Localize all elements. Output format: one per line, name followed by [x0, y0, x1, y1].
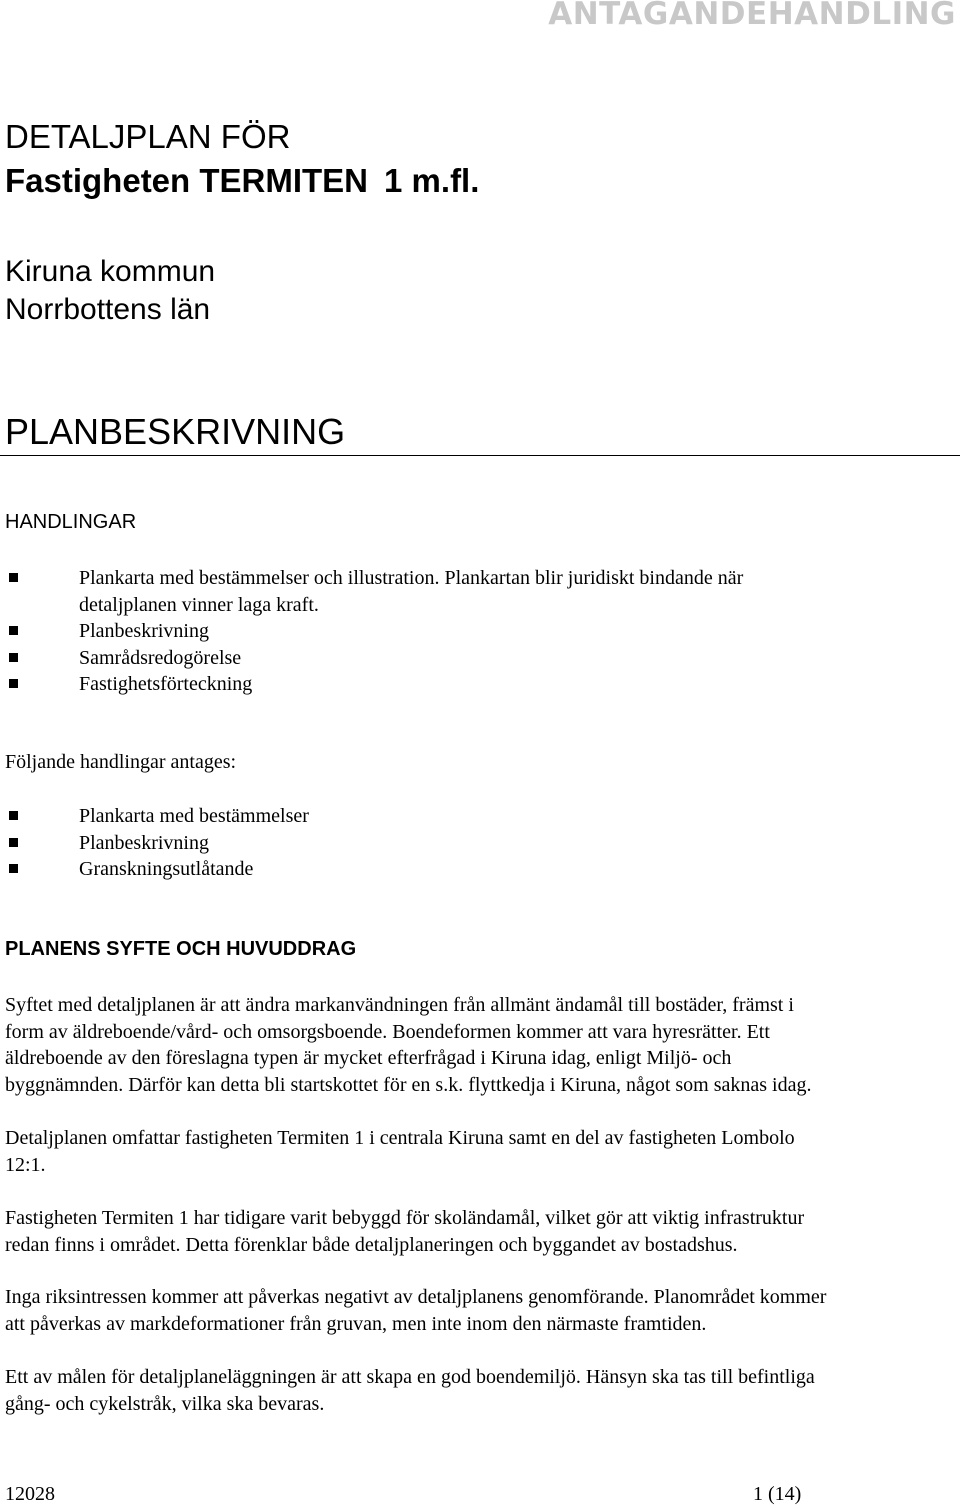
county: Norrbottens län	[5, 293, 211, 326]
list-item	[0, 565, 960, 618]
paragraph-line: byggnämnden. Därför kan detta bli startskottet för en s.k. flyttkedja i Kiruna, något som saknas idag.	[5, 1073, 812, 1096]
paragraph-line: Detaljplanen omfattar fastigheten Termiten 1 i centrala Kiruna samt en del av fastigheten Lombolo	[5, 1127, 795, 1149]
handlingar-list	[0, 565, 960, 698]
list-item	[0, 645, 960, 672]
bullet-icon	[9, 811, 18, 820]
document-title: PLANBESKRIVNING	[5, 411, 346, 452]
footer-plan-number: 12028	[5, 1483, 55, 1505]
paragraph-line: Inga riksintressen kommer att påverkas negativt av detaljplanens genomförande. Planområdet kommer	[5, 1286, 827, 1308]
paragraph-line: 12:1.	[5, 1153, 46, 1176]
list-item-line: Samrådsredogörelse	[79, 646, 242, 669]
bullet-icon	[9, 679, 18, 688]
title-divider	[0, 455, 960, 456]
list-item-line: Planbeskrivning	[79, 620, 209, 642]
paragraph-line: gång- och cykelstråk, vilka ska bevaras.	[5, 1392, 325, 1415]
plan-title-line1: DETALJPLAN FÖR	[5, 118, 291, 155]
omfattning-paragraph	[5, 1125, 953, 1178]
bullet-icon	[9, 838, 18, 847]
list-item	[0, 856, 960, 883]
list-item	[0, 671, 960, 698]
paragraph-line: Ett av målen för detaljplaneläggningen är att skapa en god boendemiljö. Hänsyn ska tas till befintliga	[5, 1366, 815, 1388]
paragraph-line: Syftet med detaljplanen är att ändra markanvändningen från allmänt ändamål till bostäder, främst i	[5, 994, 794, 1016]
list-item	[0, 830, 960, 857]
plan-title-property: Fastigheten TERMITEN	[5, 162, 369, 199]
bullet-icon	[9, 626, 18, 635]
list-item-line: Planbeskrivning	[79, 831, 209, 854]
paragraph-line: form av äldreboende/vård- och omsorgsboende. Boendeformen kommer att vara hyresrätter. Ett	[5, 1020, 770, 1043]
bullet-icon	[9, 653, 18, 662]
syfte-paragraph	[5, 992, 953, 1098]
paragraph-line: Fastigheten Termiten 1 har tidigare varit bebyggd för skoländamål, vilket gör att viktig infrastruktur	[5, 1207, 805, 1229]
plan-title-line2	[5, 161, 479, 201]
paragraph-line: äldreboende av den föreslagna typen är mycket efterfrågad i Kiruna idag, enligt Miljö- och	[5, 1047, 732, 1069]
bullet-icon	[9, 864, 18, 873]
list-item-line: Plankarta med bestämmelser och illustration. Plankartan blir juridiskt bindande när	[79, 567, 744, 589]
footer-page-number: 1 (14)	[753, 1483, 802, 1505]
paragraph-line: redan finns i området. Detta förenklar både detaljplaneringen och byggandet av bostadshus.	[5, 1233, 738, 1256]
list-item-line: Plankarta med bestämmelser	[79, 805, 309, 827]
municipality: Kiruna kommun	[5, 255, 216, 288]
paragraph-line: att påverkas av markdeformationer från gruvan, men inte inom den närmaste framtiden.	[5, 1312, 707, 1335]
riksintressen-paragraph	[5, 1284, 953, 1337]
infrastruktur-paragraph	[5, 1205, 953, 1258]
list-item	[0, 803, 960, 830]
syfte-heading: PLANENS SYFTE OCH HUVUDDRAG	[5, 938, 357, 960]
antages-list	[0, 803, 960, 883]
plan-title-suffix: 1 m.fl.	[384, 162, 480, 199]
handlingar-heading: HANDLINGAR	[5, 511, 137, 533]
list-item-line: Granskningsutlåtande	[79, 858, 254, 880]
bullet-icon	[9, 573, 18, 582]
list-item-line: Fastighetsförteckning	[79, 673, 253, 695]
list-item	[0, 618, 960, 645]
watermark: ANTAGANDEHANDLING	[548, 0, 956, 32]
boendemiljo-paragraph	[5, 1364, 953, 1417]
antages-intro: Följande handlingar antages:	[5, 751, 237, 773]
list-item-line: detaljplanen vinner laga kraft.	[79, 593, 319, 616]
